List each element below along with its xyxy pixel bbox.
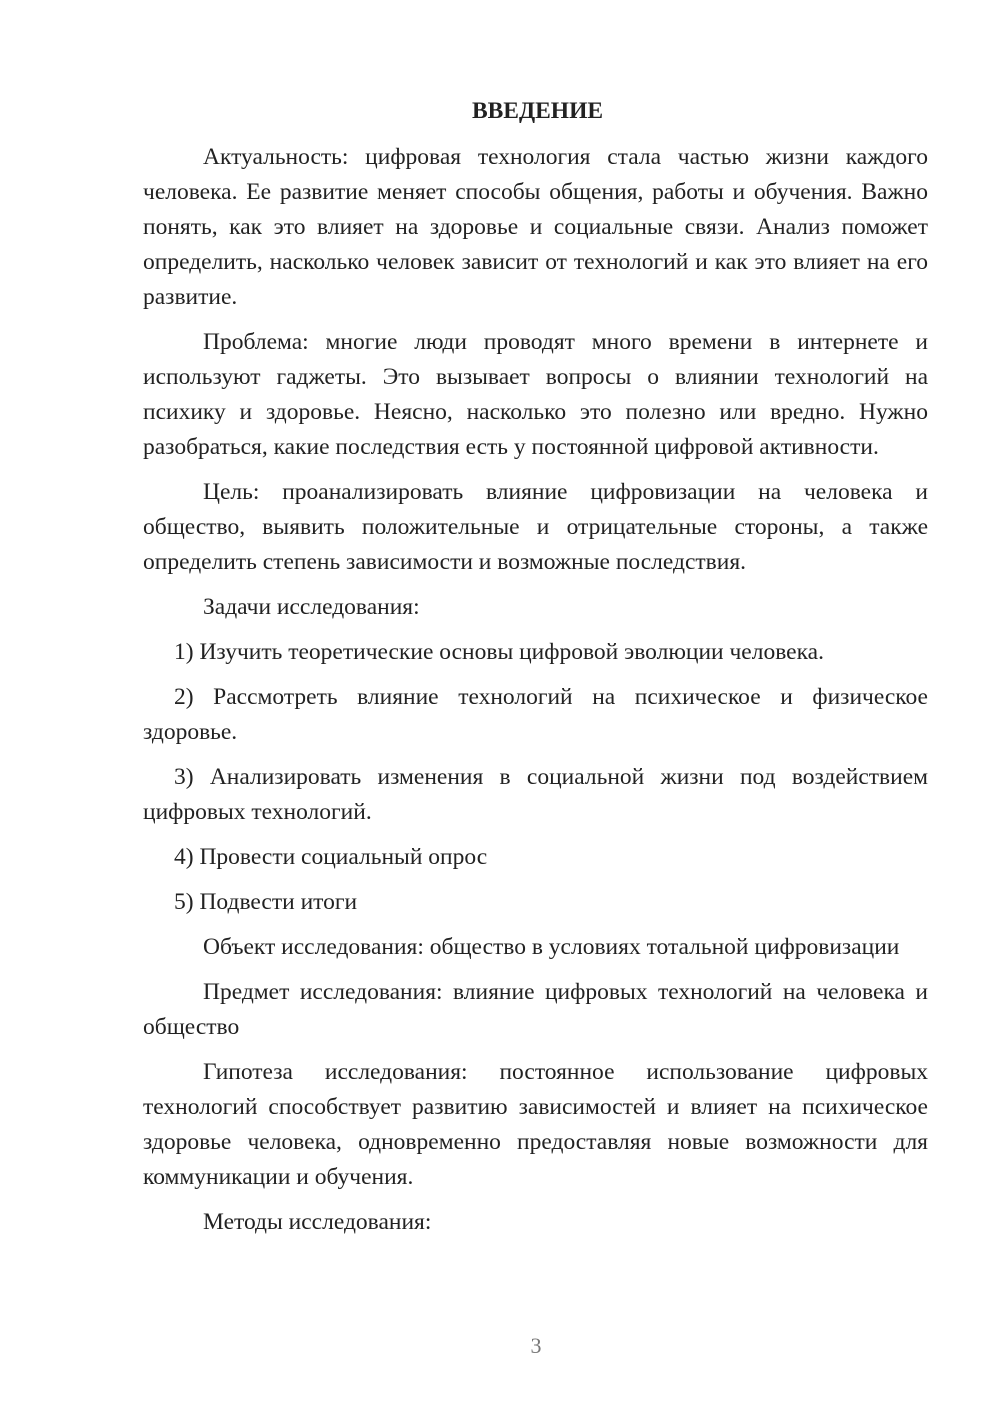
goal-paragraph: Цель: проанализировать влияние цифровизации на человека и общество, выявить положительные и отрицательные стороны, а также определить степень зависимости и возможные последствия. <box>143 479 928 575</box>
page-content <box>143 94 928 1250</box>
task-item-4: 4) Провести социальный опрос <box>174 844 488 870</box>
task-item-1: 1) Изучить теоретические основы цифровой эволюции человека. <box>174 639 824 665</box>
relevance-paragraph: Актуальность: цифровая технология стала частью жизни каждого человека. Ее развитие меняет способы общения, работы и обучения. Важно понять, как это влияет на здоровье и социальные связи. Анализ поможет определить, насколько человек зависит от технологий и как это влияет на его развитие. <box>143 144 928 310</box>
tasks-intro: Задачи исследования: <box>203 594 420 620</box>
task-item-5: 5) Подвести итоги <box>174 889 358 915</box>
object-paragraph: Объект исследования: общество в условиях тотальной цифровизации <box>203 934 900 960</box>
problem-paragraph: Проблема: многие люди проводят много времени в интернете и используют гаджеты. Это вызывает вопросы о влиянии технологий на психику и здоровье. Неясно, насколько это полезно или вредно. Нужно разобраться, какие последствия есть у постоянной цифровой активности. <box>143 329 928 460</box>
subject-paragraph: Предмет исследования: влияние цифровых технологий на человека и общество <box>143 979 928 1040</box>
methods-paragraph: Методы исследования: <box>203 1209 432 1235</box>
task-item-3: 3) Анализировать изменения в социальной жизни под воздействием цифровых технологий. <box>143 764 928 825</box>
hypothesis-paragraph: Гипотеза исследования: постоянное использование цифровых технологий способствует развитию зависимостей и влияет на психическое здоровье человека, одновременно предоставляя новые возможности для коммуникации и обучения. <box>143 1059 928 1190</box>
page-number: 3 <box>530 1333 542 1358</box>
section-heading: ВВЕДЕНИЕ <box>471 98 604 124</box>
task-item-2: 2) Рассмотреть влияние технологий на психическое и физическое здоровье. <box>143 684 928 745</box>
